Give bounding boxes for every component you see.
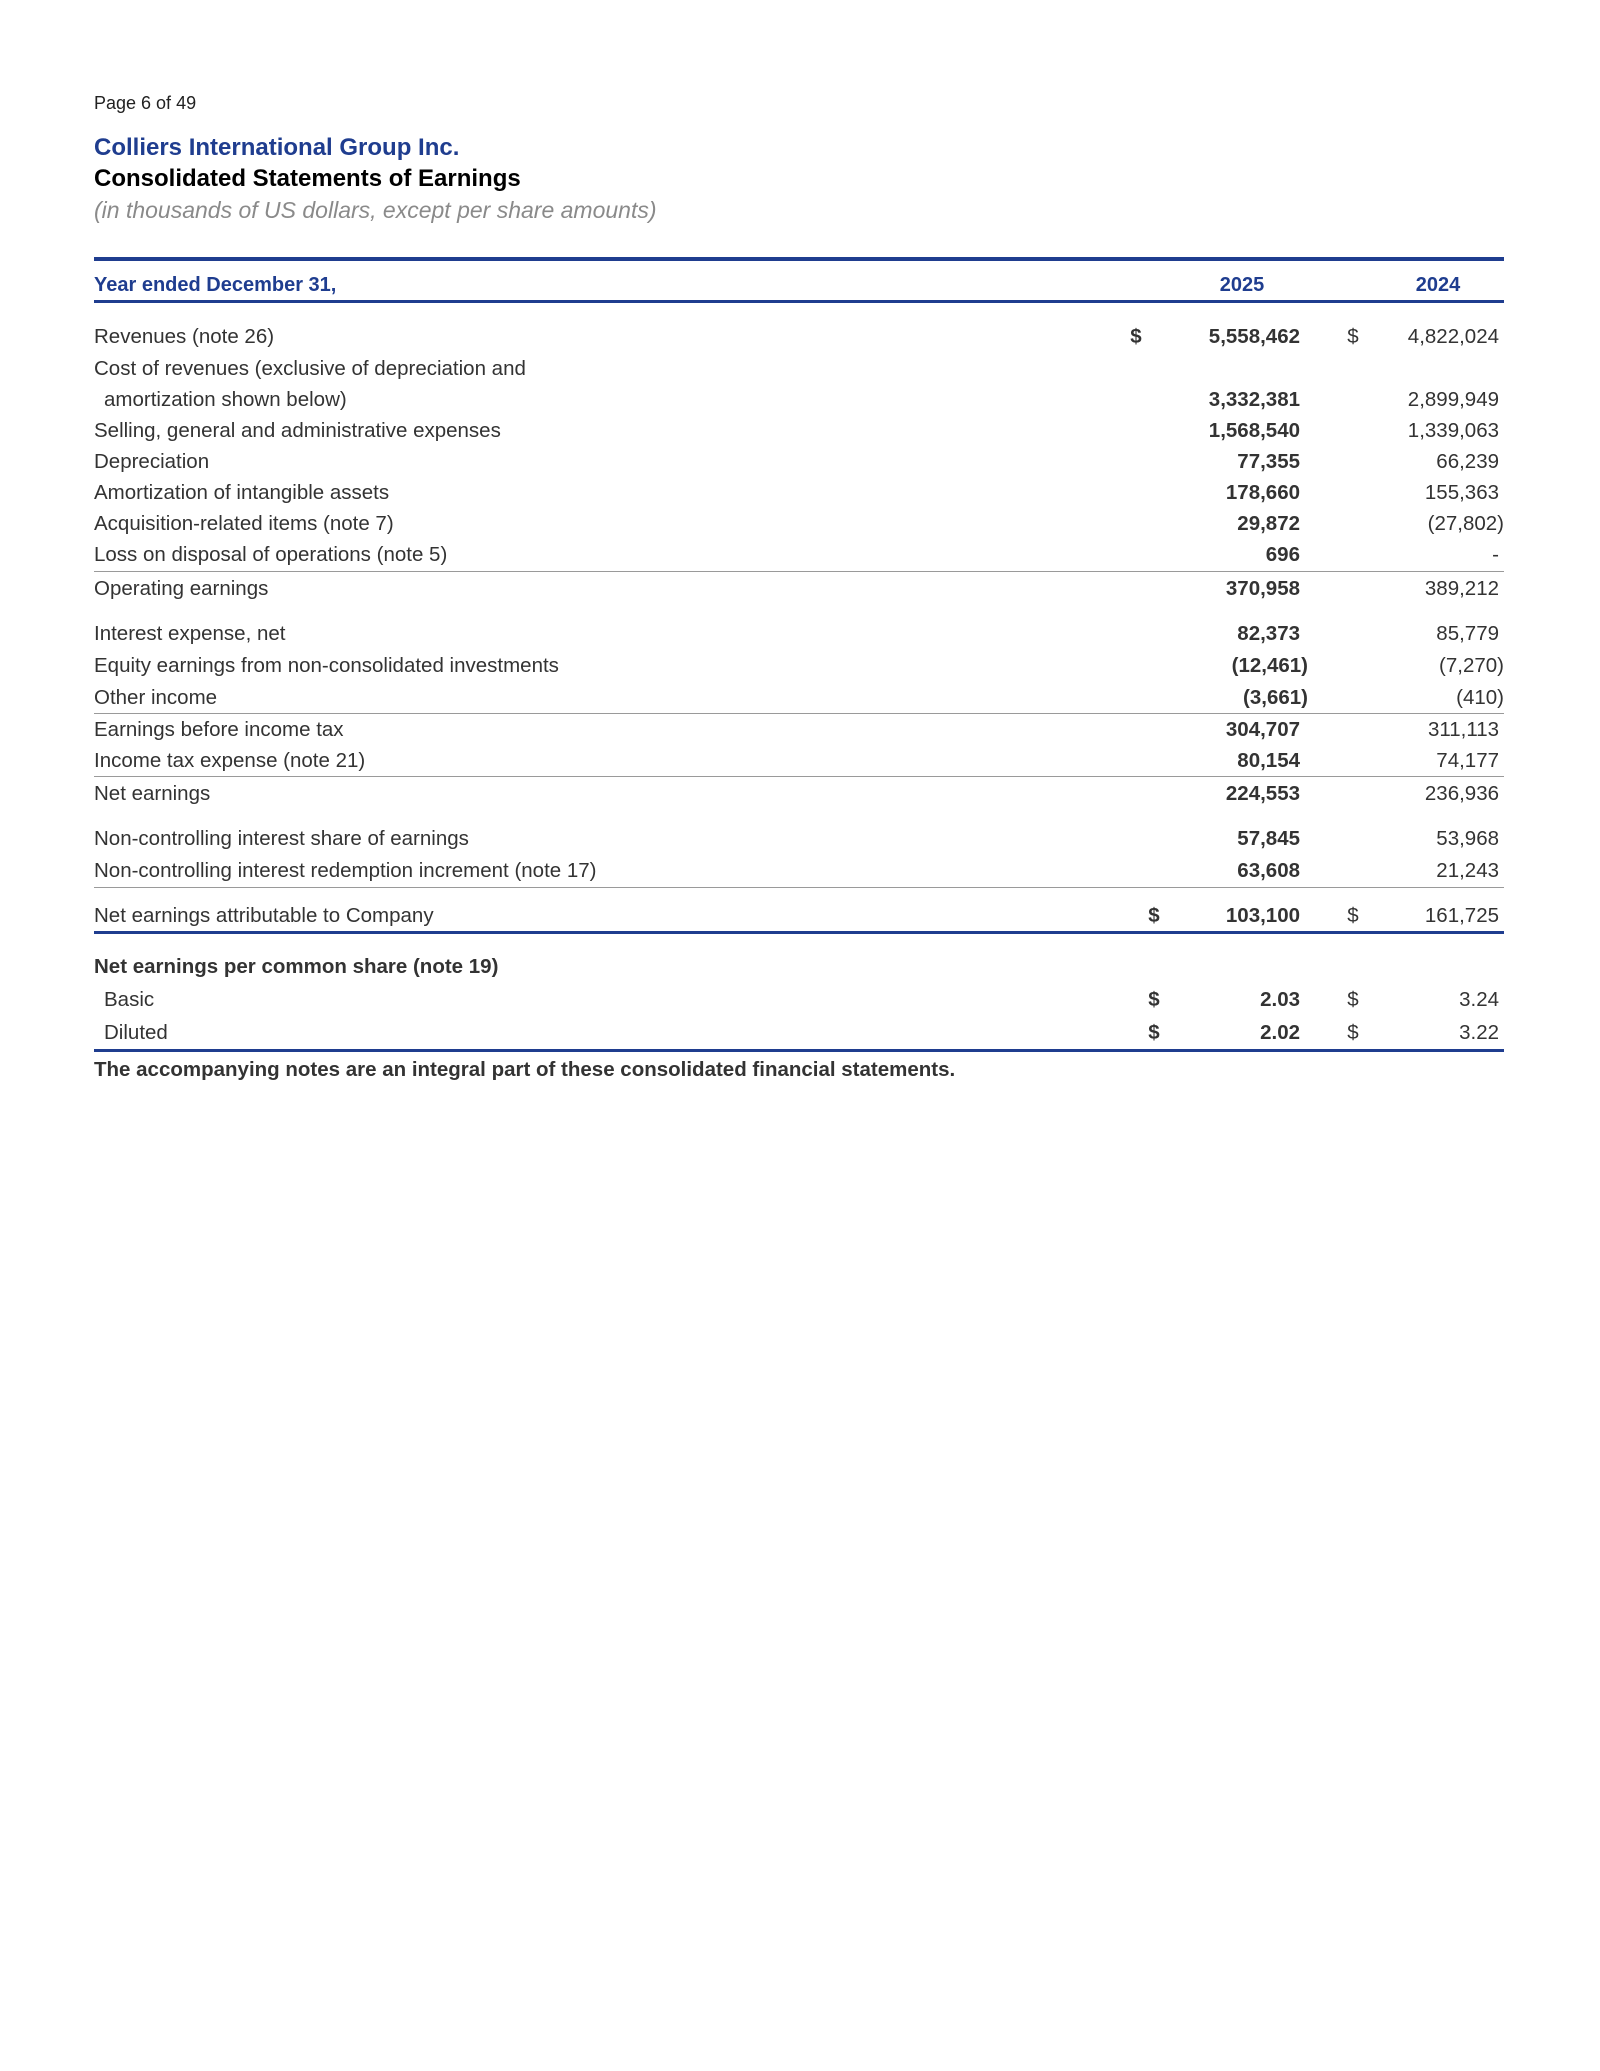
value-2025: 370,958 xyxy=(1225,577,1300,600)
value-2024: 74,177 xyxy=(1436,749,1499,772)
table-row xyxy=(94,824,1504,854)
currency-symbol: $ xyxy=(1130,325,1142,348)
table-row xyxy=(94,385,1504,415)
value-2025: 3,332,381 xyxy=(1208,388,1300,411)
value-2025: 29,872 xyxy=(1237,512,1300,535)
subtotal-rule xyxy=(94,571,1504,572)
row-label: Earnings before income tax xyxy=(94,718,344,741)
row-label: Amortization of intangible assets xyxy=(94,481,390,504)
row-label: Acquisition-related items (note 7) xyxy=(94,512,394,535)
value-2025: 57,845 xyxy=(1237,827,1300,850)
row-label: Non-controlling interest share of earnings xyxy=(94,827,469,850)
statement-subtitle: (in thousands of US dollars, except per share amounts) xyxy=(94,197,657,223)
row-label: Non-controlling interest redemption increment (note 17) xyxy=(94,859,597,882)
value-2024: 21,243 xyxy=(1436,859,1499,882)
table-row xyxy=(94,416,1504,446)
table-row xyxy=(94,447,1504,477)
table-row xyxy=(94,779,1504,809)
value-2025: 82,373 xyxy=(1237,622,1300,645)
table-row xyxy=(94,354,1504,384)
value-2025: (3,661) xyxy=(1243,686,1308,709)
currency-symbol: $ xyxy=(1347,988,1359,1011)
value-2025: 178,660 xyxy=(1225,481,1300,504)
value-2025: 103,100 xyxy=(1225,904,1300,927)
table-row xyxy=(94,952,1504,982)
table-row xyxy=(94,540,1504,570)
currency-symbol: $ xyxy=(1347,325,1359,348)
currency-symbol: $ xyxy=(1148,988,1160,1011)
row-label: amortization shown below) xyxy=(104,388,347,411)
row-label: Diluted xyxy=(104,1021,168,1044)
table-row xyxy=(94,985,1504,1015)
value-2024: 4,822,024 xyxy=(1407,325,1499,348)
table-row xyxy=(94,509,1504,539)
value-2024: 236,936 xyxy=(1424,782,1499,805)
row-label: Income tax expense (note 21) xyxy=(94,749,366,772)
table-row xyxy=(94,574,1504,604)
row-label: Net earnings attributable to Company xyxy=(94,904,434,927)
value-2025: 2.03 xyxy=(1260,988,1300,1011)
row-label: Other income xyxy=(94,686,218,709)
value-2025: 224,553 xyxy=(1225,782,1300,805)
row-label: Loss on disposal of operations (note 5) xyxy=(94,543,448,566)
value-2024: 53,968 xyxy=(1436,827,1499,850)
value-2024: 3.22 xyxy=(1459,1021,1499,1044)
header-year-2025: 2025 xyxy=(1219,274,1265,296)
value-2025: 80,154 xyxy=(1237,749,1300,772)
value-2024: 155,363 xyxy=(1424,481,1499,504)
page-number: Page 6 of 49 xyxy=(94,93,197,113)
value-2024: - xyxy=(1492,543,1499,566)
currency-symbol: $ xyxy=(1148,1021,1160,1044)
currency-symbol: $ xyxy=(1347,904,1359,927)
value-2024: 3.24 xyxy=(1459,988,1499,1011)
value-2024: 2,899,949 xyxy=(1407,388,1499,411)
value-2025: 5,558,462 xyxy=(1208,325,1300,348)
value-2024: 66,239 xyxy=(1436,450,1499,473)
subtotal-rule xyxy=(94,776,1504,777)
header-top-rule xyxy=(94,257,1504,261)
footnote: The accompanying notes are an integral part of these consolidated financial statements. xyxy=(94,1058,956,1081)
value-2025: 304,707 xyxy=(1225,718,1300,741)
value-2025: 77,355 xyxy=(1237,450,1300,473)
table-row xyxy=(94,1018,1504,1048)
value-2024: 1,339,063 xyxy=(1407,419,1499,442)
value-2024: (7,270) xyxy=(1439,654,1504,677)
value-2025: 696 xyxy=(1265,543,1300,566)
value-2025: (12,461) xyxy=(1231,654,1308,677)
table-row xyxy=(94,901,1504,931)
table-row xyxy=(94,478,1504,508)
section-rule xyxy=(94,931,1504,934)
row-label: Revenues (note 26) xyxy=(94,325,275,348)
subtotal-rule xyxy=(94,887,1504,888)
subtotal-rule xyxy=(94,713,1504,714)
value-2025: 2.02 xyxy=(1260,1021,1300,1044)
header-bottom-rule xyxy=(94,300,1504,303)
value-2025: 63,608 xyxy=(1237,859,1300,882)
table-row xyxy=(94,683,1504,713)
header-year-2024: 2024 xyxy=(1415,274,1461,296)
row-label: Operating earnings xyxy=(94,577,269,600)
row-label: Interest expense, net xyxy=(94,622,286,645)
row-label: Selling, general and administrative expenses xyxy=(94,419,501,442)
currency-symbol: $ xyxy=(1148,904,1160,927)
header-label: Year ended December 31, xyxy=(94,274,337,296)
value-2024: (27,802) xyxy=(1427,512,1504,535)
value-2024: 85,779 xyxy=(1436,622,1499,645)
table-row xyxy=(94,746,1504,776)
section-rule xyxy=(94,1049,1504,1052)
value-2025: 1,568,540 xyxy=(1208,419,1300,442)
table-row xyxy=(94,715,1504,745)
table-row xyxy=(94,651,1504,681)
value-2024: 161,725 xyxy=(1424,904,1499,927)
company-name: Colliers International Group Inc. xyxy=(94,134,460,161)
table-row xyxy=(94,856,1504,886)
row-label: Depreciation xyxy=(94,450,210,473)
row-label: Basic xyxy=(104,988,155,1011)
table-header xyxy=(94,274,1504,302)
row-label: Net earnings per common share (note 19) xyxy=(94,955,499,978)
table-row xyxy=(94,619,1504,649)
statement-title: Consolidated Statements of Earnings xyxy=(94,165,521,192)
value-2024: 311,113 xyxy=(1427,718,1499,741)
value-2024: 389,212 xyxy=(1424,577,1499,600)
currency-symbol: $ xyxy=(1347,1021,1359,1044)
value-2024: (410) xyxy=(1456,686,1504,709)
row-label: Equity earnings from non-consolidated investments xyxy=(94,654,559,677)
row-label: Net earnings xyxy=(94,782,211,805)
table-row xyxy=(94,322,1504,352)
row-label: Cost of revenues (exclusive of depreciation and xyxy=(94,357,526,380)
